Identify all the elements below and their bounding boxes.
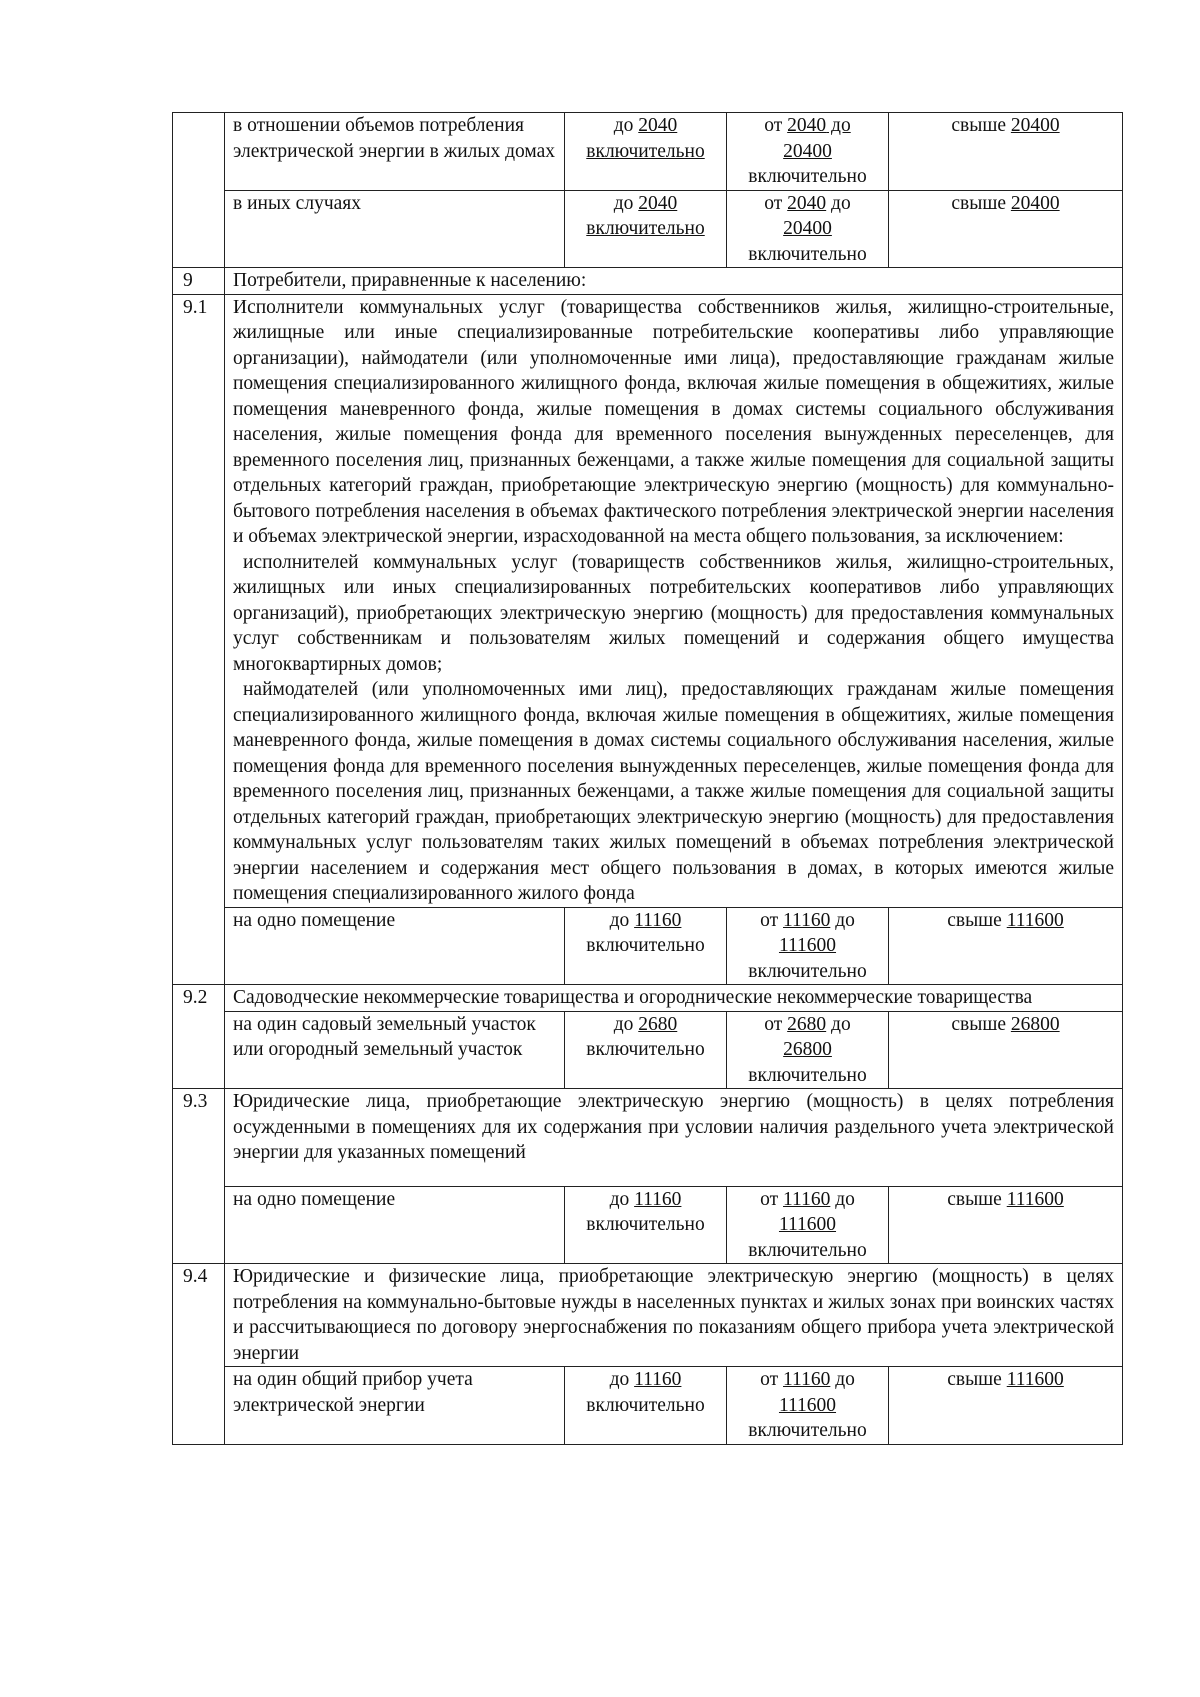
high-threshold: свыше 111600: [889, 907, 1123, 985]
low-threshold: до 11160 включительно: [565, 1367, 727, 1445]
mid-range: от 2680 до 26800 включительно: [727, 1011, 889, 1089]
section-text: Юридические и физические лица, приобретающие электрическую энергию (мощность) в целях потребления на коммунально-бытовые нужды в населенных пунктах и жилых зонах при воинских частях и рассчитывающиеся по договору энергоснабжения по показаниям общего прибора учета электрической энергии: [225, 1264, 1123, 1367]
mid-range: от 2040 до 20400 включительно: [727, 190, 889, 268]
table-row: [173, 1367, 1123, 1445]
high-threshold: свыше 20400: [889, 113, 1123, 191]
section-number: 9.3: [173, 1089, 225, 1264]
table-row: [173, 190, 1123, 268]
section-number: 9.2: [173, 985, 225, 1089]
num-cell-empty: [173, 113, 225, 268]
mid-range: от 11160 до 111600 включительно: [727, 1186, 889, 1264]
row-label: в иных случаях: [225, 190, 565, 268]
high-threshold: свыше 111600: [889, 1186, 1123, 1264]
section-row: [173, 268, 1123, 295]
mid-range: от 11160 до 111600 включительно: [727, 1367, 889, 1445]
section-row: [173, 294, 1123, 907]
high-threshold: свыше 26800: [889, 1011, 1123, 1089]
section-row: [173, 1264, 1123, 1367]
table-row: [173, 907, 1123, 985]
row-label: на один садовый земельный участок или огородный земельный участок: [225, 1011, 565, 1089]
low-threshold: до 2040 включительно: [565, 190, 727, 268]
section-text: [225, 294, 1123, 907]
row-label: в отношении объемов потребления электрической энергии в жилых домах: [225, 113, 565, 191]
exception-paragraph: наймодателей (или уполномоченных ими лиц), предоставляющих гражданам жилые помещения специализированного жилищного фонда, включая жилые помещения в общежитиях, жилые помещения маневренного фонда, жилые помещения в домах системы социального обслуживания населения, жилые помещения фонда для временного поселения вынужденных переселенцев, жилые помещения фонда для временного поселения лиц, признанных беженцами, а также жилые помещения для социальной защиты отдельных категорий граждан, приобретающих электрическую энергию (мощность) для предоставления коммунальных услуг пользователям таких жилых помещений в объемах потребления электрической энергии населением и содержания мест общего пользования в домах, в которых имеются жилые помещения специализированного жилого фонда: [233, 679, 1114, 904]
table-row: [173, 1186, 1123, 1264]
mid-range: от 2040 до 20400 включительно: [727, 113, 889, 191]
low-threshold: до 11160 включительно: [565, 907, 727, 985]
section-number: 9.4: [173, 1264, 225, 1445]
tariff-volume-table: [172, 112, 1123, 1445]
section-text: Садоводческие некоммерческие товарищества и огороднические некоммерческие товарищества: [225, 985, 1123, 1012]
low-threshold: до 11160 включительно: [565, 1186, 727, 1264]
document-page: [172, 112, 1122, 1445]
table-row: [173, 113, 1123, 191]
high-threshold: свыше 111600: [889, 1367, 1123, 1445]
low-threshold: до 2680 включительно: [565, 1011, 727, 1089]
mid-range: от 11160 до 111600 включительно: [727, 907, 889, 985]
row-label: на один общий прибор учета электрической энергии: [225, 1367, 565, 1445]
row-label: на одно помещение: [225, 1186, 565, 1264]
high-threshold: свыше 20400: [889, 190, 1123, 268]
low-threshold: до 2040 включительно: [565, 113, 727, 191]
row-label: на одно помещение: [225, 907, 565, 985]
section-paragraph: Исполнители коммунальных услуг (товарищества собственников жилья, жилищно-строительные, жилищные или иные специализированные потребительские кооперативы либо управляющие организации), наймодатели (или уполномоченные ими лица), предоставляющие гражданам жилые помещения специализированного жилищного фонда, включая жилые помещения в общежитиях, жилые помещения маневренного фонда, жилые помещения в домах системы социального обслуживания населения, жилые помещения фонда для временного поселения вынужденных переселенцев, для временного поселения лиц, признанных беженцами, а также жилые помещения для социальной защиты отдельных категорий граждан, приобретающие электрическую энергию (мощность) для коммунально-бытового потребления населения в объемах фактического потребления электрической энергии населения и объемах электрической энергии, израсходованной на места общего пользования, за исключением:: [233, 296, 1114, 547]
section-text: Юридические лица, приобретающие электрическую энергию (мощность) в целях потребления осужденными в помещениях для их содержания при условии наличия раздельного учета электрической энергии для указанных помещений: [225, 1089, 1123, 1187]
section-number: 9.1: [173, 294, 225, 985]
exception-paragraph: исполнителей коммунальных услуг (товариществ собственников жилья, жилищно-строительных, жилищных или иных специализированных потребительских кооперативов либо управляющих организаций), приобретающих электрическую энергию (мощность) для предоставления коммунальных услуг собственникам и пользователям жилых помещений и содержания общего имущества многоквартирных домов;: [233, 551, 1114, 675]
table-row: [173, 1011, 1123, 1089]
section-row: [173, 985, 1123, 1012]
section-number: 9: [173, 268, 225, 295]
section-row: [173, 1089, 1123, 1187]
section-title: Потребители, приравненные к населению:: [225, 268, 1123, 295]
